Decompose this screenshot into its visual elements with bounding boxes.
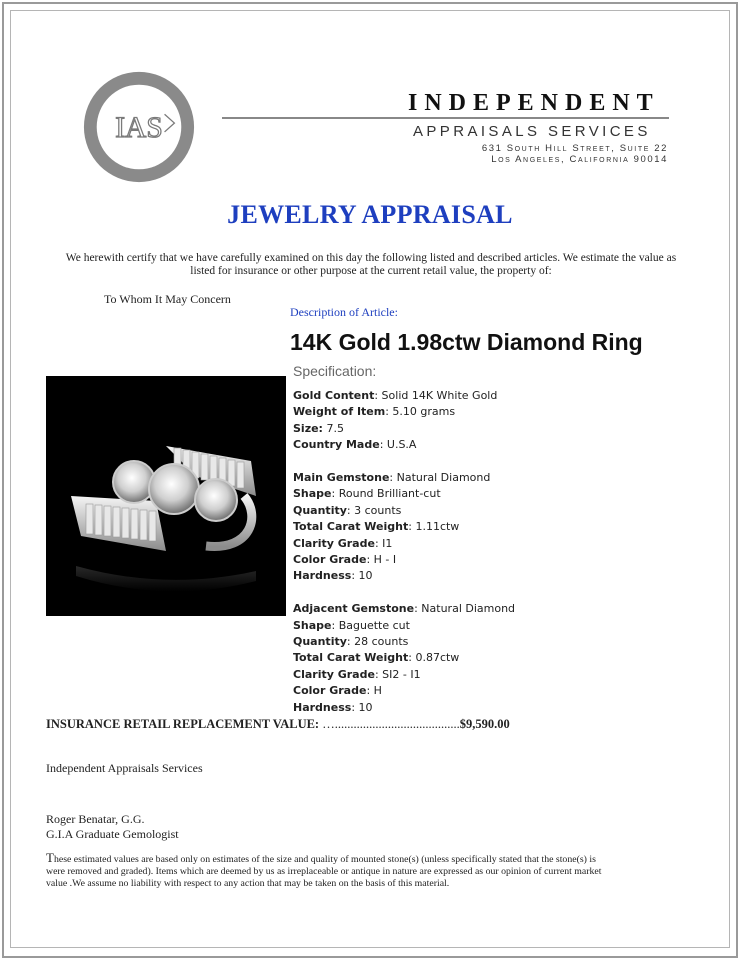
spec-label: Color Grade (293, 553, 367, 567)
spec-value: Solid 14K White Gold (381, 389, 498, 402)
spec-label: Size: (293, 421, 323, 435)
item-title: 14K Gold 1.98ctw Diamond Ring (290, 329, 643, 355)
spec-main-gemstone (293, 470, 515, 486)
signer-title: G.I.A Graduate Gemologist (46, 827, 179, 841)
disclaimer-initial: T (46, 850, 54, 865)
spec-separator: : (366, 684, 374, 698)
spec-label: Country Made (293, 438, 380, 452)
spec-spacer (293, 454, 515, 470)
insurance-label: INSURANCE RETAIL REPLACEMENT VALUE: (46, 717, 320, 731)
spec-spacer (293, 585, 515, 601)
signer-name: Roger Benatar, G.G. (46, 812, 145, 826)
spec-label: Total Carat Weight (293, 651, 409, 665)
address-line-1: 631 South Hill Street, Suite 22 (481, 143, 668, 154)
spec-separator: : (414, 602, 422, 616)
header-divider (222, 117, 669, 119)
spec-separator: : (408, 651, 416, 665)
recipient: To Whom It May Concern (104, 292, 231, 306)
spec-separator: : (374, 536, 383, 550)
spec-value: Natural Diamond (421, 602, 516, 616)
spec-adj-color (293, 683, 515, 699)
spec-value: Round Brilliant-cut (338, 487, 441, 501)
spec-separator: : (351, 569, 359, 583)
spec-label: Weight of Item (293, 405, 386, 419)
spec-value: 0.87ctw (415, 651, 460, 665)
description-label: Description of Article: (290, 305, 398, 319)
spec-value: Baguette cut (338, 618, 410, 632)
signer-block (46, 812, 179, 842)
company-signature: Independent Appraisals Services (46, 761, 203, 775)
spec-separator: : (374, 389, 382, 402)
spec-separator: : (389, 471, 397, 485)
spec-value: 1.11ctw (415, 520, 460, 534)
specifications (293, 388, 515, 716)
logo-monogram: IAS (115, 111, 163, 144)
spec-separator: : (385, 405, 393, 419)
spec-main-color (293, 552, 515, 568)
spec-main-hardness (293, 568, 515, 584)
spec-adj-quantity (293, 634, 515, 650)
spec-value: I1 (382, 536, 393, 550)
insurance-value-line (46, 717, 510, 732)
ias-logo (80, 68, 198, 186)
insurance-leader-dots: …........................................ (322, 717, 460, 731)
disclaimer-text: hese estimated values are based only on estimates of the size and quality of mounted stone(s) (unless specifically stated that the stone(s) is were removed and graded). Items which are deemed by us as irreplaceable or antique in nature are expressed as our opinion of current market value .We assume no liability with respect to any action that may be taken on the basis of this material. (46, 854, 602, 889)
specification-label: Specification: (293, 363, 377, 379)
spec-label: Clarity Grade (293, 667, 375, 681)
spec-separator: : (366, 553, 374, 567)
spec-main-carat (293, 519, 515, 535)
company-name: INDEPENDENT (408, 90, 660, 116)
spec-adj-hardness (293, 700, 515, 716)
spec-label: Shape (293, 618, 332, 632)
spec-adj-clarity (293, 667, 515, 683)
company-subtitle: APPRAISALS SERVICES (413, 123, 651, 140)
spec-value: SI2 - I1 (382, 667, 421, 681)
spec-adj-carat (293, 650, 515, 666)
spec-separator: : (408, 520, 416, 534)
spec-separator: : (331, 618, 339, 632)
spec-separator: : (351, 700, 359, 714)
spec-weight (293, 404, 515, 420)
spec-value: 7.5 (326, 421, 344, 435)
spec-label: Shape (293, 487, 332, 501)
spec-label: Quantity (293, 635, 347, 649)
spec-main-shape (293, 486, 515, 502)
spec-label: Hardness (293, 569, 352, 583)
spec-value: H - I (373, 553, 397, 567)
logo-arc-text: Appraisal (108, 145, 170, 167)
spec-separator: : (331, 487, 339, 501)
insurance-amount: $9,590.00 (459, 717, 510, 731)
spec-country (293, 437, 515, 453)
spec-value: H (373, 684, 382, 698)
spec-label: Color Grade (293, 684, 367, 698)
spec-separator: : (374, 667, 383, 681)
spec-label: Adjacent Gemstone (293, 602, 415, 616)
spec-label: Hardness (293, 700, 352, 714)
certification-text: We herewith certify that we have carefully examined on this day the following listed and described articles. We estimate the value as listed for insurance or other purpose at the current retail value, the property of: (65, 252, 677, 277)
spec-value: U.S.A (386, 438, 417, 452)
spec-value: 5.10 grams (392, 405, 456, 419)
spec-label: Quantity (293, 503, 347, 517)
spec-value: 10 (358, 700, 373, 714)
spec-adj-gemstone (293, 601, 515, 617)
page-title: JEWELRY APPRAISAL (227, 200, 513, 229)
spec-main-clarity (293, 536, 515, 552)
spec-label: Main Gemstone (293, 471, 390, 485)
spec-gold-content (293, 388, 515, 404)
spec-label: Clarity Grade (293, 536, 375, 550)
spec-main-quantity (293, 503, 515, 519)
spec-value: Natural Diamond (396, 471, 491, 485)
spec-label: Total Carat Weight (293, 520, 409, 534)
ring-photo (46, 376, 286, 616)
spec-value: 28 counts (354, 635, 409, 649)
address-line-2: Los Angeles, California 90014 (491, 154, 668, 165)
spec-value: 3 counts (354, 503, 402, 517)
spec-label: Gold Content (293, 389, 375, 402)
spec-size (293, 421, 515, 437)
spec-separator: : (379, 438, 387, 452)
spec-value: 10 (358, 569, 373, 583)
spec-separator: : (346, 635, 355, 649)
spec-separator: : (346, 503, 355, 517)
spec-adj-shape (293, 618, 515, 634)
disclaimer (46, 852, 606, 890)
